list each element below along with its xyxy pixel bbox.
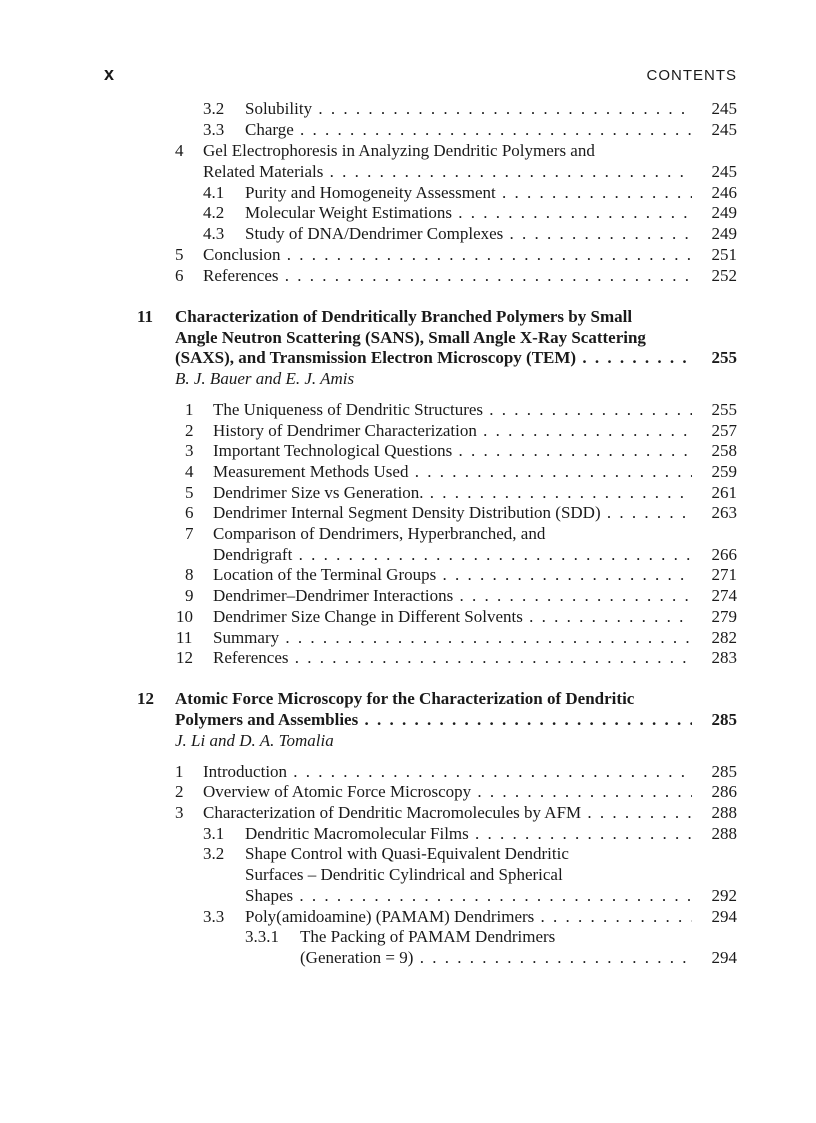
toc-entry-page: 251 (711, 245, 737, 264)
toc-entry-number: 2 (175, 782, 184, 801)
toc-entry-number: 7 (185, 524, 194, 543)
toc-entry-page: 266 (711, 545, 737, 564)
toc-entry-title[interactable]: Dendrimer Internal Segment Density Distribution (SDD) . . . (213, 502, 692, 523)
toc-entry-title[interactable]: Shape Control with Quasi-Equivalent Dendritic (245, 844, 569, 863)
toc-entry-title[interactable]: Solubility . . . (245, 98, 692, 119)
toc-entry-title[interactable]: Shapes . . . (245, 885, 692, 906)
chapter-title-line[interactable]: Characterization of Dendritically Branched Polymers by Small (175, 307, 633, 326)
toc-entry-title[interactable]: Important Technological Questions . . . (213, 440, 692, 461)
toc-entry-number: 12 (176, 648, 193, 667)
toc-entry-title[interactable]: The Packing of PAMAM Dendrimers (300, 927, 556, 946)
toc-entry-title[interactable]: Molecular Weight Estimations . . . (245, 202, 692, 223)
toc-entry-number: 4.2 (203, 203, 225, 222)
toc-entry-title[interactable]: Related Materials . . . (203, 161, 692, 182)
toc-entry-title[interactable]: Characterization of Dendritic Macromolecules by AFM . . . (203, 802, 692, 823)
toc-entry-number: 3 (175, 803, 184, 822)
page-numeral: x (104, 64, 115, 84)
toc-entry-number: 9 (185, 586, 194, 605)
toc-entry-number: 4 (175, 141, 184, 160)
toc-entry-page: 261 (711, 483, 737, 502)
toc-entry-title[interactable]: Introduction . . . (203, 761, 692, 782)
toc-entry-page: 259 (711, 462, 737, 481)
toc-entry-number: 3 (185, 441, 194, 460)
toc-entry-page: 274 (711, 586, 737, 605)
toc-entry-page: 246 (711, 183, 737, 202)
toc-entry-title[interactable]: The Uniqueness of Dendritic Structures . . . (213, 399, 692, 420)
toc-entry-number: 3.3 (203, 907, 225, 926)
toc-entry-page: 263 (711, 503, 737, 522)
toc-entry-number: 4.1 (203, 183, 225, 202)
toc-entry-number: 1 (185, 400, 194, 419)
toc-entry-page: 258 (711, 441, 737, 460)
chapter-authors: B. J. Bauer and E. J. Amis (175, 369, 355, 388)
running-title: CONTENTS (646, 67, 737, 84)
toc-entry-page: 252 (711, 266, 737, 285)
chapter-authors: J. Li and D. A. Tomalia (175, 731, 334, 750)
toc-entry-number: 11 (176, 628, 193, 647)
toc-entry-page: 294 (711, 907, 737, 926)
toc-entry-title[interactable]: Surfaces – Dendritic Cylindrical and Spherical (245, 865, 563, 884)
toc-entry-title[interactable]: Dendrimer–Dendrimer Interactions . . . (213, 585, 692, 606)
toc-entry-number: 3.1 (203, 824, 225, 843)
toc-entry-page: 279 (711, 607, 737, 626)
toc-entry-title[interactable]: Summary . . . (213, 627, 692, 648)
toc-entry-title[interactable]: Dendrimer Size Change in Different Solvents . . . (213, 606, 692, 627)
toc-entry-page: 249 (711, 203, 737, 222)
toc-entry-number: 6 (175, 266, 184, 285)
toc-entry-page: 285 (711, 762, 737, 781)
toc-entry-title[interactable]: Measurement Methods Used . . . (213, 461, 692, 482)
toc-entry-page: 288 (711, 803, 737, 822)
toc-entry-number: 6 (185, 503, 194, 522)
toc-entry-title[interactable]: Comparison of Dendrimers, Hyperbranched, and (213, 524, 546, 543)
toc-entry-page: 245 (711, 99, 737, 118)
toc-entry-number: 2 (185, 421, 194, 440)
toc-entry-page: 288 (711, 824, 737, 843)
toc-entry-page: 286 (711, 782, 737, 801)
chapter-title-line[interactable]: Atomic Force Microscopy for the Characterization of Dendritic (175, 689, 635, 708)
toc-entry-number: 5 (175, 245, 184, 264)
chapter-page: 285 (711, 710, 737, 729)
toc-entry-number: 1 (175, 762, 184, 781)
toc-entry-number: 10 (176, 607, 193, 626)
toc-entry-title[interactable]: References . . . (203, 265, 692, 286)
chapter-title-line[interactable]: Angle Neutron Scattering (SANS), Small Angle X-Ray Scattering (175, 328, 646, 347)
toc-entry-title[interactable]: Conclusion . . . (203, 244, 692, 265)
toc-entry-page: 249 (711, 224, 737, 243)
toc-entry-number: 3.2 (203, 844, 225, 863)
chapter-number: 11 (137, 307, 154, 326)
toc-entry-title[interactable]: Dendrimer Size vs Generation. . . . (213, 482, 692, 503)
toc-entry-title[interactable]: Dendritic Macromolecular Films . . . (245, 823, 692, 844)
toc-entry-number: 3.2 (203, 99, 225, 118)
toc-entry-page: 257 (711, 421, 737, 440)
toc-entry-title[interactable]: Purity and Homogeneity Assessment . . . (245, 182, 692, 203)
toc-entry-page: 255 (711, 400, 737, 419)
toc-entry-page: 245 (711, 120, 737, 139)
toc-entry-number: 5 (185, 483, 194, 502)
chapter-page: 255 (711, 348, 737, 367)
toc-entry-page: 271 (711, 565, 737, 584)
toc-entry-number: 4.3 (203, 224, 225, 243)
toc-entry-title[interactable]: (Generation = 9) . . . (300, 947, 692, 968)
toc-entry-number: 8 (185, 565, 194, 584)
toc-entry-title[interactable]: Charge . . . (245, 119, 692, 140)
toc-entry-page: 283 (711, 648, 737, 667)
chapter-title-line[interactable]: Polymers and Assemblies . . . (175, 709, 692, 730)
toc-entry-title[interactable]: Poly(amidoamine) (PAMAM) Dendrimers . . . (245, 906, 692, 927)
toc-entry-title[interactable]: History of Dendrimer Characterization . . . (213, 420, 692, 441)
toc-entry-title[interactable]: Overview of Atomic Force Microscopy . . . (203, 781, 692, 802)
toc-entry-page: 294 (711, 948, 737, 967)
chapter-number: 12 (137, 689, 154, 708)
chapter-title-line[interactable]: (SAXS), and Transmission Electron Microscopy (TEM) . . . (175, 347, 692, 368)
toc-entry-number: 3.3.1 (245, 927, 279, 946)
toc-entry-title[interactable]: Gel Electrophoresis in Analyzing Dendritic Polymers and (203, 141, 595, 160)
toc-entry-number: 4 (185, 462, 194, 481)
toc-entry-page: 292 (711, 886, 737, 905)
toc-entry-title[interactable]: Location of the Terminal Groups . . . (213, 564, 692, 585)
toc-entry-title[interactable]: References . . . (213, 647, 692, 668)
toc-entry-page: 282 (711, 628, 737, 647)
toc-entry-title[interactable]: Study of DNA/Dendrimer Complexes . . . (245, 223, 692, 244)
toc-entry-number: 3.3 (203, 120, 225, 139)
toc-entry-page: 245 (711, 162, 737, 181)
toc-entry-title[interactable]: Dendrigraft . . . (213, 544, 692, 565)
